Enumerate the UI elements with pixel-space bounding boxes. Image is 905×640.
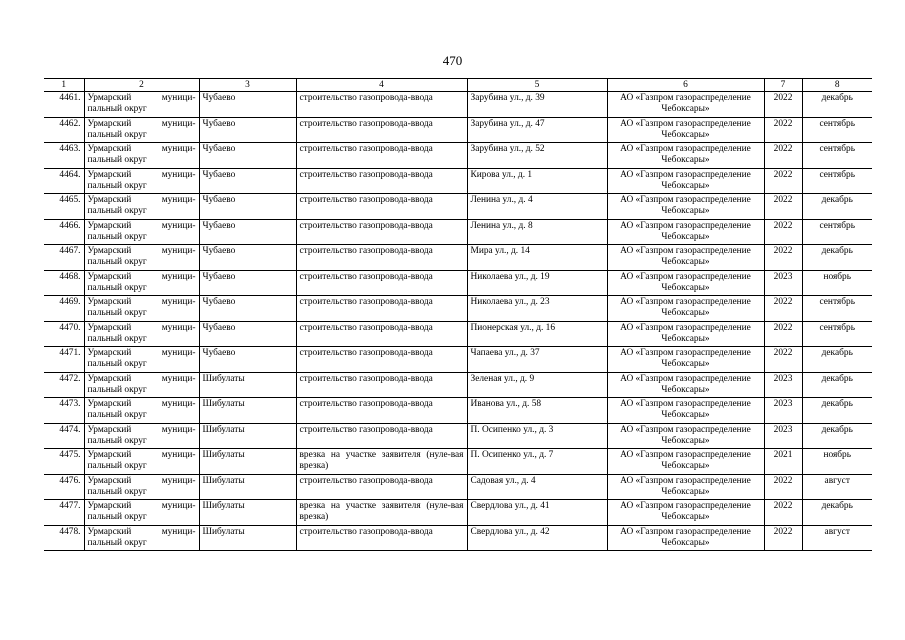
- organization-line-1: АО «Газпром газораспределение: [620, 195, 751, 206]
- district-line-1a: Урмарский: [87, 501, 132, 512]
- organization-cell: [607, 143, 764, 169]
- district-cell: [84, 245, 199, 271]
- village-cell: Чубаево: [199, 270, 296, 296]
- village-cell: Шибулаты: [199, 449, 296, 475]
- district-line-1b: муници-: [161, 118, 196, 129]
- district-line-1b: муници-: [161, 348, 196, 359]
- organization-cell: [607, 398, 764, 424]
- district-line-2: пальный округ: [87, 410, 147, 421]
- address-cell: Кирова ул., д. 1: [467, 168, 607, 194]
- organization-line-2: Чебоксары»: [661, 257, 710, 268]
- work-type-cell: строительство газопровода-ввода: [296, 423, 467, 449]
- work-type-cell: строительство газопровода-ввода: [296, 398, 467, 424]
- work-type-cell: строительство газопровода-ввода: [296, 92, 467, 118]
- district-line-1b: муници-: [161, 144, 196, 155]
- district-line-1b: муници-: [161, 501, 196, 512]
- district-line-1a: Урмарский: [87, 450, 132, 461]
- organization-cell: [607, 194, 764, 220]
- organization-cell: [607, 219, 764, 245]
- month-cell: сентябрь: [802, 296, 872, 322]
- village-cell: Чубаево: [199, 321, 296, 347]
- table-row: [44, 525, 872, 551]
- village-cell: Чубаево: [199, 347, 296, 373]
- organization-line-1: АО «Газпром газораспределение: [620, 144, 751, 155]
- organization-cell: [607, 423, 764, 449]
- organization-line-1: АО «Газпром газораспределение: [620, 501, 751, 512]
- district-cell: [84, 500, 199, 526]
- year-cell: 2022: [764, 296, 802, 322]
- village-cell: Шибулаты: [199, 525, 296, 551]
- district-line-1b: муници-: [161, 246, 196, 257]
- organization-cell: [607, 449, 764, 475]
- organization-cell: [607, 372, 764, 398]
- table-row: [44, 168, 872, 194]
- organization-cell: [607, 347, 764, 373]
- village-cell: Шибулаты: [199, 474, 296, 500]
- column-number: 6: [607, 79, 764, 92]
- year-cell: 2022: [764, 525, 802, 551]
- row-number: 4470.: [44, 321, 84, 347]
- district-line-1b: муници-: [161, 526, 196, 537]
- month-cell: ноябрь: [802, 449, 872, 475]
- district-line-2: пальный округ: [87, 435, 147, 446]
- organization-cell: [607, 321, 764, 347]
- district-line-1a: Урмарский: [87, 144, 132, 155]
- organization-line-1: АО «Газпром газораспределение: [620, 526, 751, 537]
- organization-line-1: АО «Газпром газораспределение: [620, 297, 751, 308]
- organization-line-2: Чебоксары»: [661, 231, 710, 242]
- district-line-2: пальный округ: [87, 308, 147, 319]
- district-line-2: пальный округ: [87, 231, 147, 242]
- organization-line-1: АО «Газпром газораспределение: [620, 169, 751, 180]
- column-number-row: [44, 79, 872, 92]
- address-cell: Садовая ул., д. 4: [467, 474, 607, 500]
- district-cell: [84, 92, 199, 118]
- table-row: [44, 117, 872, 143]
- table-row: [44, 270, 872, 296]
- district-line-1b: муници-: [161, 195, 196, 206]
- table-row: [44, 194, 872, 220]
- organization-line-2: Чебоксары»: [661, 155, 710, 166]
- organization-line-1: АО «Газпром газораспределение: [620, 373, 751, 384]
- organization-line-1: АО «Газпром газораспределение: [620, 220, 751, 231]
- table-row: [44, 143, 872, 169]
- district-line-1a: Урмарский: [87, 399, 132, 410]
- organization-line-2: Чебоксары»: [661, 180, 710, 191]
- district-cell: [84, 296, 199, 322]
- district-line-1b: муници-: [161, 271, 196, 282]
- organization-cell: [607, 168, 764, 194]
- address-cell: Зарубина ул., д. 52: [467, 143, 607, 169]
- district-cell: [84, 525, 199, 551]
- table-row: [44, 321, 872, 347]
- table-row: [44, 296, 872, 322]
- district-line-2: пальный округ: [87, 461, 147, 472]
- organization-line-1: АО «Газпром газораспределение: [620, 348, 751, 359]
- district-line-2: пальный округ: [87, 180, 147, 191]
- district-line-1b: муници-: [161, 475, 196, 486]
- month-cell: декабрь: [802, 245, 872, 271]
- table-row: [44, 474, 872, 500]
- work-type-cell: строительство газопровода-ввода: [296, 168, 467, 194]
- row-number: 4467.: [44, 245, 84, 271]
- village-cell: Чубаево: [199, 117, 296, 143]
- year-cell: 2022: [764, 168, 802, 194]
- district-line-1a: Урмарский: [87, 169, 132, 180]
- work-type-cell: строительство газопровода-ввода: [296, 321, 467, 347]
- district-line-1b: муници-: [161, 399, 196, 410]
- row-number: 4468.: [44, 270, 84, 296]
- month-cell: декабрь: [802, 347, 872, 373]
- year-cell: 2023: [764, 270, 802, 296]
- year-cell: 2022: [764, 194, 802, 220]
- month-cell: декабрь: [802, 372, 872, 398]
- district-line-2: пальный округ: [87, 155, 147, 166]
- organization-line-2: Чебоксары»: [661, 104, 710, 115]
- district-cell: [84, 168, 199, 194]
- organization-line-2: Чебоксары»: [661, 206, 710, 217]
- organization-line-2: Чебоксары»: [661, 512, 710, 523]
- organization-line-2: Чебоксары»: [661, 410, 710, 421]
- district-line-2: пальный округ: [87, 282, 147, 293]
- row-number: 4475.: [44, 449, 84, 475]
- district-line-2: пальный округ: [87, 486, 147, 497]
- organization-line-1: АО «Газпром газораспределение: [620, 93, 751, 104]
- district-line-1b: муници-: [161, 93, 196, 104]
- district-cell: [84, 117, 199, 143]
- address-cell: Свердлова ул., д. 42: [467, 525, 607, 551]
- address-cell: Свердлова ул., д. 41: [467, 500, 607, 526]
- month-cell: декабрь: [802, 194, 872, 220]
- village-cell: Шибулаты: [199, 423, 296, 449]
- gas-connection-table: [44, 78, 872, 551]
- organization-line-1: АО «Газпром газораспределение: [620, 271, 751, 282]
- organization-cell: [607, 474, 764, 500]
- table-row: [44, 245, 872, 271]
- village-cell: Шибулаты: [199, 372, 296, 398]
- year-cell: 2022: [764, 143, 802, 169]
- work-type-cell: врезка на участке заявителя (нуле-вая врезка): [296, 449, 467, 475]
- district-line-1b: муници-: [161, 424, 196, 435]
- district-line-1b: муници-: [161, 450, 196, 461]
- work-type-cell: строительство газопровода-ввода: [296, 194, 467, 220]
- organization-line-2: Чебоксары»: [661, 129, 710, 140]
- address-cell: Ленина ул., д. 4: [467, 194, 607, 220]
- district-cell: [84, 372, 199, 398]
- row-number: 4473.: [44, 398, 84, 424]
- table-row: [44, 219, 872, 245]
- address-cell: Мира ул., д. 14: [467, 245, 607, 271]
- district-line-1a: Урмарский: [87, 475, 132, 486]
- table-row: [44, 398, 872, 424]
- village-cell: Чубаево: [199, 143, 296, 169]
- district-line-2: пальный округ: [87, 512, 147, 523]
- village-cell: Чубаево: [199, 168, 296, 194]
- year-cell: 2022: [764, 321, 802, 347]
- work-type-cell: строительство газопровода-ввода: [296, 270, 467, 296]
- district-line-1a: Урмарский: [87, 246, 132, 257]
- column-number: 2: [84, 79, 199, 92]
- work-type-cell: строительство газопровода-ввода: [296, 347, 467, 373]
- column-number: 7: [764, 79, 802, 92]
- table-row: [44, 423, 872, 449]
- organization-line-1: АО «Газпром газораспределение: [620, 475, 751, 486]
- district-line-1b: муници-: [161, 297, 196, 308]
- row-number: 4469.: [44, 296, 84, 322]
- month-cell: сентябрь: [802, 321, 872, 347]
- village-cell: Чубаево: [199, 296, 296, 322]
- district-line-1b: муници-: [161, 373, 196, 384]
- district-line-1a: Урмарский: [87, 271, 132, 282]
- column-number: 3: [199, 79, 296, 92]
- district-cell: [84, 321, 199, 347]
- district-line-1b: муници-: [161, 169, 196, 180]
- row-number: 4471.: [44, 347, 84, 373]
- address-cell: Николаева ул., д. 23: [467, 296, 607, 322]
- column-number: 8: [802, 79, 872, 92]
- month-cell: декабрь: [802, 423, 872, 449]
- month-cell: август: [802, 474, 872, 500]
- district-line-2: пальный округ: [87, 129, 147, 140]
- district-line-2: пальный округ: [87, 104, 147, 115]
- address-cell: Пионерская ул., д. 16: [467, 321, 607, 347]
- year-cell: 2023: [764, 398, 802, 424]
- year-cell: 2022: [764, 92, 802, 118]
- work-type-cell: строительство газопровода-ввода: [296, 219, 467, 245]
- organization-cell: [607, 245, 764, 271]
- district-line-1a: Урмарский: [87, 424, 132, 435]
- district-line-2: пальный округ: [87, 359, 147, 370]
- village-cell: Чубаево: [199, 245, 296, 271]
- district-line-2: пальный округ: [87, 537, 147, 548]
- month-cell: декабрь: [802, 92, 872, 118]
- month-cell: сентябрь: [802, 219, 872, 245]
- district-line-1a: Урмарский: [87, 220, 132, 231]
- district-cell: [84, 474, 199, 500]
- page-number: 470: [442, 53, 463, 68]
- organization-cell: [607, 117, 764, 143]
- month-cell: август: [802, 525, 872, 551]
- district-line-2: пальный округ: [87, 206, 147, 217]
- organization-cell: [607, 500, 764, 526]
- work-type-cell: строительство газопровода-ввода: [296, 143, 467, 169]
- district-cell: [84, 423, 199, 449]
- address-cell: Ленина ул., д. 8: [467, 219, 607, 245]
- year-cell: 2022: [764, 219, 802, 245]
- district-line-1b: муници-: [161, 322, 196, 333]
- organization-line-2: Чебоксары»: [661, 282, 710, 293]
- organization-line-2: Чебоксары»: [661, 359, 710, 370]
- row-number: 4477.: [44, 500, 84, 526]
- table-row: [44, 347, 872, 373]
- work-type-cell: строительство газопровода-ввода: [296, 525, 467, 551]
- address-cell: П. Осипенко ул., д. 7: [467, 449, 607, 475]
- organization-line-1: АО «Газпром газораспределение: [620, 118, 751, 129]
- row-number: 4466.: [44, 219, 84, 245]
- row-number: 4462.: [44, 117, 84, 143]
- work-type-cell: строительство газопровода-ввода: [296, 296, 467, 322]
- year-cell: 2023: [764, 423, 802, 449]
- organization-cell: [607, 296, 764, 322]
- organization-line-1: АО «Газпром газораспределение: [620, 322, 751, 333]
- organization-line-2: Чебоксары»: [661, 308, 710, 319]
- table-row: [44, 92, 872, 118]
- district-line-1a: Урмарский: [87, 195, 132, 206]
- district-line-1a: Урмарский: [87, 526, 132, 537]
- month-cell: декабрь: [802, 398, 872, 424]
- row-number: 4476.: [44, 474, 84, 500]
- village-cell: Чубаево: [199, 219, 296, 245]
- address-cell: Зарубина ул., д. 39: [467, 92, 607, 118]
- column-number: 5: [467, 79, 607, 92]
- month-cell: ноябрь: [802, 270, 872, 296]
- organization-line-1: АО «Газпром газораспределение: [620, 399, 751, 410]
- village-cell: Чубаево: [199, 92, 296, 118]
- table-row: [44, 500, 872, 526]
- year-cell: 2022: [764, 245, 802, 271]
- organization-line-2: Чебоксары»: [661, 461, 710, 472]
- district-cell: [84, 449, 199, 475]
- year-cell: 2022: [764, 500, 802, 526]
- district-line-2: пальный округ: [87, 384, 147, 395]
- address-cell: Чапаева ул., д. 37: [467, 347, 607, 373]
- district-cell: [84, 347, 199, 373]
- district-line-1a: Урмарский: [87, 348, 132, 359]
- organization-cell: [607, 270, 764, 296]
- address-cell: Зеленая ул., д. 9: [467, 372, 607, 398]
- year-cell: 2023: [764, 372, 802, 398]
- row-number: 4463.: [44, 143, 84, 169]
- year-cell: 2021: [764, 449, 802, 475]
- month-cell: сентябрь: [802, 117, 872, 143]
- month-cell: сентябрь: [802, 168, 872, 194]
- district-line-1a: Урмарский: [87, 118, 132, 129]
- organization-cell: [607, 92, 764, 118]
- table-row: [44, 372, 872, 398]
- district-cell: [84, 194, 199, 220]
- column-number: 1: [44, 79, 84, 92]
- row-number: 4474.: [44, 423, 84, 449]
- organization-line-1: АО «Газпром газораспределение: [620, 450, 751, 461]
- address-cell: П. Осипенко ул., д. 3: [467, 423, 607, 449]
- district-cell: [84, 143, 199, 169]
- district-line-1b: муници-: [161, 220, 196, 231]
- organization-line-2: Чебоксары»: [661, 537, 710, 548]
- column-number: 4: [296, 79, 467, 92]
- district-cell: [84, 219, 199, 245]
- row-number: 4461.: [44, 92, 84, 118]
- row-number: 4465.: [44, 194, 84, 220]
- organization-line-2: Чебоксары»: [661, 333, 710, 344]
- year-cell: 2022: [764, 347, 802, 373]
- work-type-cell: строительство газопровода-ввода: [296, 117, 467, 143]
- year-cell: 2022: [764, 117, 802, 143]
- work-type-cell: строительство газопровода-ввода: [296, 245, 467, 271]
- district-line-1a: Урмарский: [87, 297, 132, 308]
- work-type-cell: строительство газопровода-ввода: [296, 474, 467, 500]
- organization-line-2: Чебоксары»: [661, 384, 710, 395]
- village-cell: Шибулаты: [199, 500, 296, 526]
- address-cell: Зарубина ул., д. 47: [467, 117, 607, 143]
- district-line-2: пальный округ: [87, 257, 147, 268]
- address-cell: Николаева ул., д. 19: [467, 270, 607, 296]
- village-cell: Шибулаты: [199, 398, 296, 424]
- work-type-cell: строительство газопровода-ввода: [296, 372, 467, 398]
- organization-cell: [607, 525, 764, 551]
- table-row: [44, 449, 872, 475]
- district-cell: [84, 398, 199, 424]
- district-line-2: пальный округ: [87, 333, 147, 344]
- organization-line-2: Чебоксары»: [661, 435, 710, 446]
- row-number: 4472.: [44, 372, 84, 398]
- month-cell: сентябрь: [802, 143, 872, 169]
- row-number: 4478.: [44, 525, 84, 551]
- row-number: 4464.: [44, 168, 84, 194]
- organization-line-1: АО «Газпром газораспределение: [620, 424, 751, 435]
- village-cell: Чубаево: [199, 194, 296, 220]
- district-cell: [84, 270, 199, 296]
- organization-line-1: АО «Газпром газораспределение: [620, 246, 751, 257]
- district-line-1a: Урмарский: [87, 322, 132, 333]
- district-line-1a: Урмарский: [87, 373, 132, 384]
- address-cell: Иванова ул., д. 58: [467, 398, 607, 424]
- district-line-1a: Урмарский: [87, 93, 132, 104]
- month-cell: декабрь: [802, 500, 872, 526]
- work-type-cell: врезка на участке заявителя (нуле-вая врезка): [296, 500, 467, 526]
- organization-line-2: Чебоксары»: [661, 486, 710, 497]
- year-cell: 2022: [764, 474, 802, 500]
